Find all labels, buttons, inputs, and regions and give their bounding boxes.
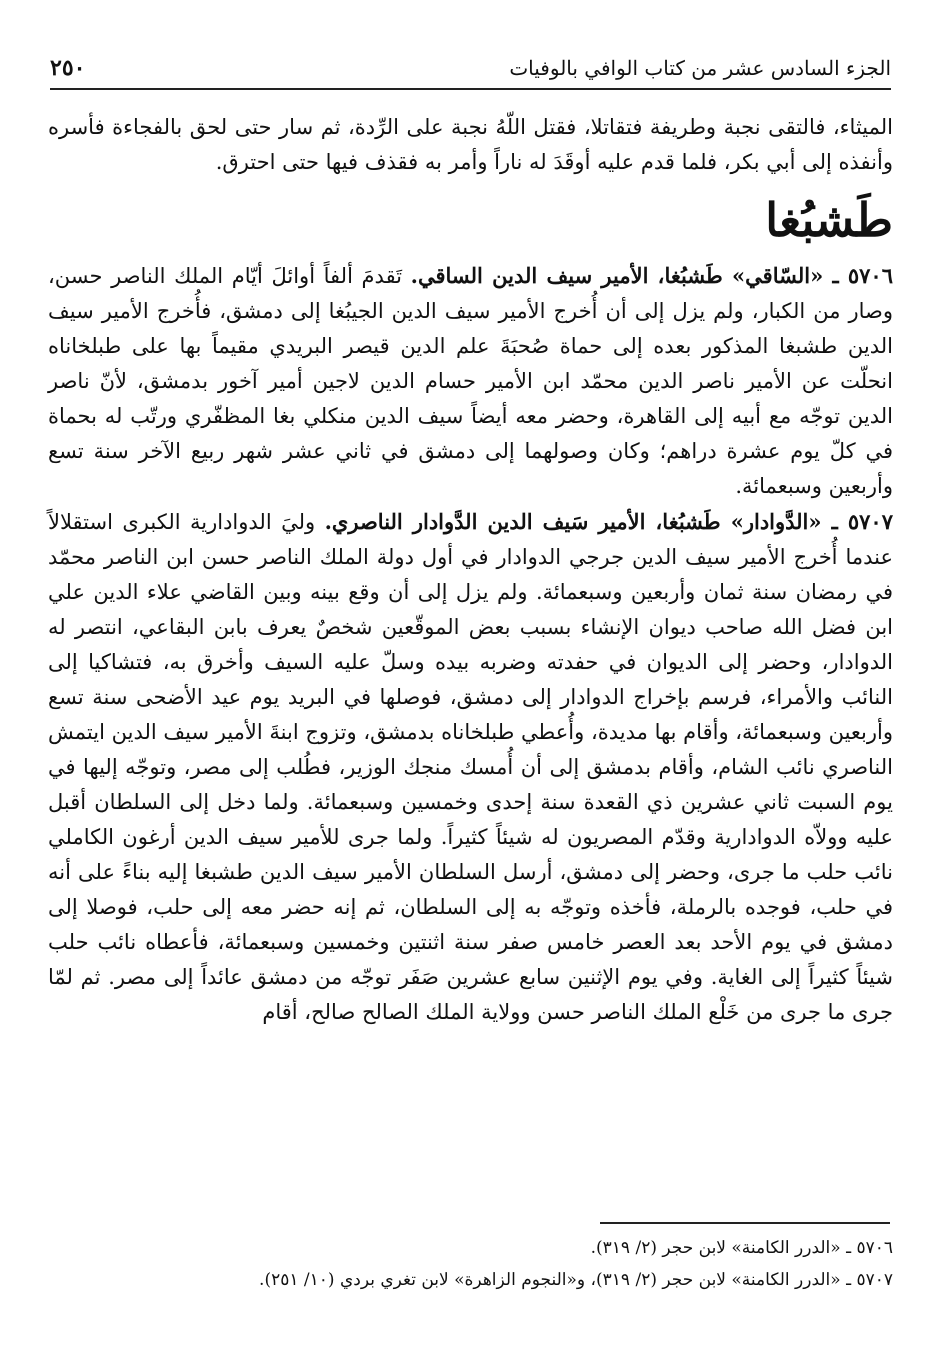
running-title: الجزء السادس عشر من كتاب الوافي بالوفيات: [509, 56, 891, 80]
entry-5707-head: ٥٧٠٧ ـ «الدَّوادار» طَشبُغا، الأمير سَيف الدين الدَّوادار الناصري.: [324, 509, 893, 534]
entry-5707: [48, 504, 893, 1030]
footnote-5707: ٥٧٠٧ ـ «الدرر الكامنة» لابن حجر (٢/ ٣١٩)، و«النجوم الزاهرة» لابن تغري بردي (١٠/ ٢٥١).: [259, 1270, 893, 1290]
page-number: ٢٥٠: [50, 55, 86, 81]
entry-5706-head: ٥٧٠٦ ـ «السّاقي» طَشبُغا، الأمير سيف الدين الساقي.: [410, 263, 893, 288]
footnote-5706: ٥٧٠٦ ـ «الدرر الكامنة» لابن حجر (٢/ ٣١٩).: [590, 1238, 893, 1258]
entry-5707-text: وليَ الدوادارية الكبرى استقلالاً عندما أُخرج الأمير سيف الدين جرجي الدوادار في أول دولة الملك الناصر حسن ابن الناصر محمّد في رمضان سنة ثمان وأربعين وسبعمائة. ولم يزل إلى أن وقع بينه وبين القاضي علاء الدين علي ابن فضل الله صاحب ديوان الإنشاء بسبب بعض الموقّعين شخصٌ يعرف بابن البقاعي، انتصر له الدوادار، وحضر إلى الديوان في حفدته وضربه بيده وسلّ عليه السيف وأخرق به، فتشاكيا إلى النائب والأمراء، فرسم بإخراج الدوادار إلى دمشق، فوصلها في البريد يوم عيد الأضحى سنة تسع وأربعين وسبعمائة، وأقام بها مديدة، وأُعطي طبلخاناه بدمشق، وتزوج ابنةَ الأمير سيف الدين ايتمش الناصري نائب الشام، وأقام بدمشق إلى أن أُمسك منجك الوزير، فطُلب إلى مصر، وتوجّه إليها في يوم السبت ثاني عشرين ذي القعدة سنة إحدى وخمسين وسبعمائة. ولما دخل إلى السلطان أقبل عليه وولاّه الدوادارية وقدّم المصريون له شيئاً كثيراً. ولما جرى للأمير سيف الدين أرغون الكاملي نائب حلب ما جرى، وحضر إلى دمشق، أرسل السلطان الأمير سيف الدين طشبغا إليه بناءً على أنه في حلب، فوجده بالرملة، فأخذه وتوجّه به إلى السلطان، ثم إنه حضر معه إلى حلب، فوصلا إلى دمشق في يوم الأحد بعد العصر خامس صفر سنة اثنتين وخمسين وسبعمائة، فأعطاه نائب حلب شيئاً كثيراً إلى الغاية. وفي يوم الإثنين سابع عشرين صَفَر توجّه من دمشق عائداً إلى مصر. ثم لمّا جرى ما جرى من خَلْع الملك الناصر حسن وولاية الملك الصالح صالح، أقام: [48, 510, 893, 1024]
intro-paragraph: الميثاء، فالتقى نجبة وطريفة فتقاتلا، فقتل اللّهُ نجبة على الرِّدة، ثم سار حتى لحق بالفجاءة فأسره وأنفذه إلى أبي بكر، فلما قدم عليه أوقَدَ له ناراً وأمر به فقذف فيها حتى احترق.: [48, 115, 893, 174]
page-header: [50, 52, 891, 90]
section-title: طَشبُغا: [765, 193, 893, 247]
body-text: [48, 110, 893, 1030]
footnotes: [48, 1232, 893, 1296]
entry-5706: [48, 258, 893, 504]
footnote-divider: [600, 1222, 890, 1224]
entry-5706-text: تَقدمَ ألفاً أوائلَ أيّام الملك الناصر حسن، وصار من الكبار، ولم يزل إلى أن أُخرج الأمير سيف الدين الجيبُغا إلى دمشق، فأُخرج الأمير سيف الدين طشبغا المذكور بعده إلى حماة صُحبَةَ علم الدين قيصر البريدي مقيماً بها على طبلخاناه انحلّت عن الأمير ناصر الدين محمّد ابن الأمير حسام الدين لاجين أمير آخور بدمشق، لأنّ ناصر الدين توجّه مع أبيه إلى القاهرة، وحضر معه أيضاً سيف الدين منكلي بغا المظفّري ورتّب له بحماة في كلّ يوم عشرة دراهم؛ وكان وصولهما إلى دمشق في ثاني عشر شهر ربيع الآخر سنة تسع وأربعين وسبعمائة.: [48, 264, 893, 498]
